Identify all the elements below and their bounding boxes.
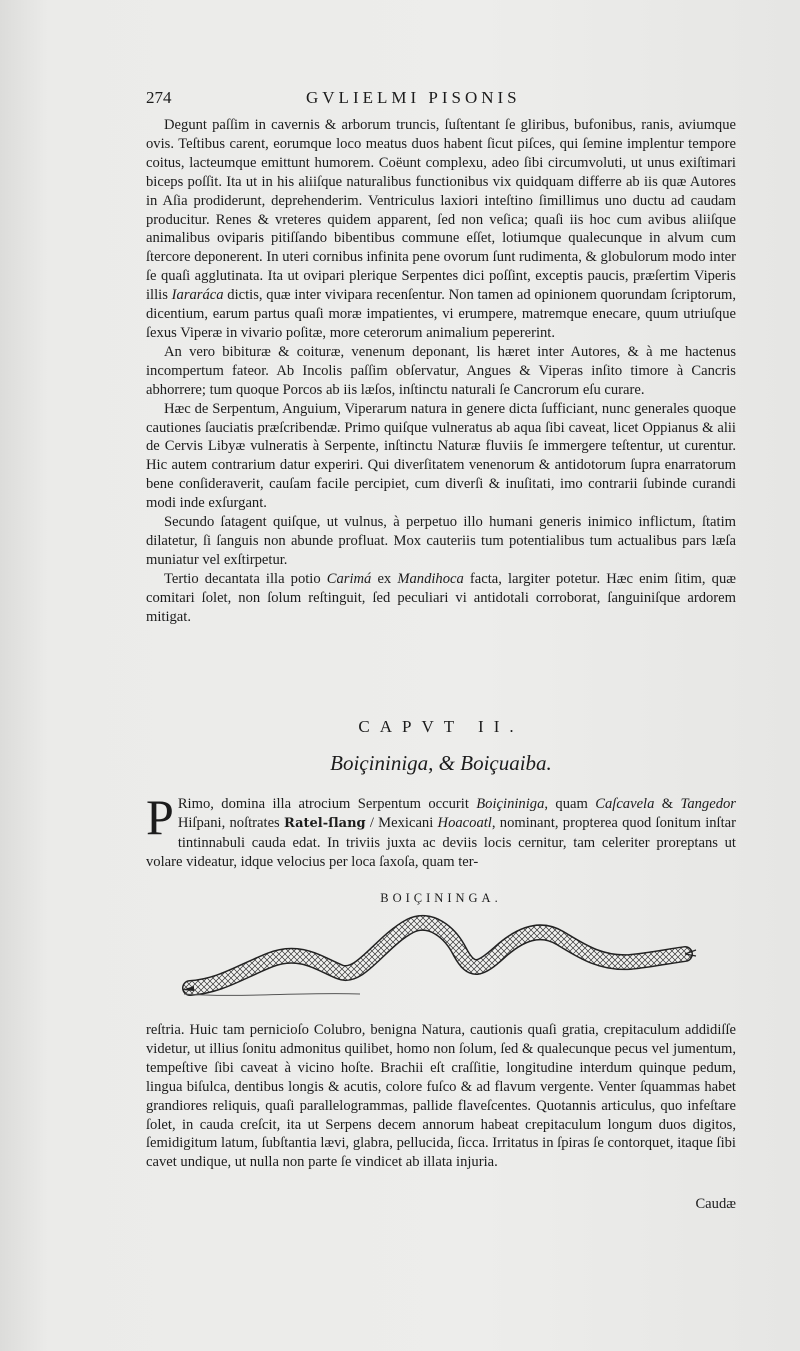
figure-caption: BOIÇININGA.: [380, 891, 502, 905]
paragraph-5: Tertio decantata illa potio Carimá ex Mandihoca facta, largiter potetur. Hæc enim ſitim, quæ comitari ſolet, non ſolum reſtinguit, ſed peculiari vi antidotali corroborat, ſanguiniſque ardorem mitigat.: [146, 570, 736, 625]
body-text-bottom: [146, 1021, 736, 1172]
paragraph-after-figure: reſtria. Huic tam pernicioſo Colubro, benigna Natura, cautionis quaſi gratia, crepitaculum addidiſſe videtur, ut illius ſonitu admonitus quilibet, homo non ſolum, ſed & qualecunque pecus vel jumentum, tempeſtive ſibi caveat à vicino hoſte. Brachii eſt craſſitie, longitudine interdum quinque pedum, lingua biſulca, dentibus longis & acutis, colore fuſco & ad flavum vergente. Venter ſquammas habet grandiores reliquis, quaſi parallelogrammas, pallide flaveſcentes. Quotannis articulus, quo infeſtare ſolet, in cauda creſcit, ita ut Serpens decem annorum habeat crepitaculum longum duos digitos, ſemidigitum latum, ſubſtantia lævi, glabra, pellucida, ſicca. Irritatus in ſpiras ſe contorquet, itaque ſibi cavet undique, ut nulla non parte ſe vindicet ab illata injuria.: [146, 1022, 736, 1171]
chapter-intro: P Rimo, domina illa atrocium Serpentum occurit Boiçininiga, quam Caſcavela & Tangedor Hiſpani, noſtrates Ratel-ſlang / Mexicani Hoacoatl, nominant, propterea quod ſonitum inſtar tintinnabuli cauda edat. In triviis juxta ac deviis locis cernitur, tam celeriter proreptans ut volare videatur, idque velocius per loca ſaxoſa, quam ter-: [146, 789, 736, 870]
catchword: Caudæ: [695, 1196, 736, 1212]
running-head: GVLIELMI PISONIS: [306, 88, 521, 107]
chapter-subtitle: Boiçininiga, & Boiçuaiba.: [330, 751, 552, 775]
paragraph-3: Hæc de Serpentum, Anguium, Viperarum natura in genere dicta ſufficiant, nunc generales quoque cautiones ſauciatis præſcribendæ. Primo quiſque vulneratus ab aqua ſibi caveat, licet Oppianus & alii de Cervis Libyæ vulneratis à Serpente, inſtinctu Naturæ fluviis ſe immergere teſtentur, ut curentur. Hic autem contrarium datur experiri. Qui diverſitatem venenorum & antidotorum ſupra enarratorum bene conſideraverit, cauſam facile percipiet, cum diverſi & inuſitati, imo contrarii ſubinde curandi modi inde exſurgant.: [146, 400, 736, 512]
paragraph-2: An vero bibituræ & coituræ, venenum deponant, lis hæret inter Autores, & à me hactenus incompertum fateor. Ab Incolis paſſim obſervatur, Angues & Viperas inſito timore à Cancris abhorrere; tum quoque Porcos ab iis læſos, inſtinctu naturali ſe Cancrorum eſu curare.: [146, 343, 736, 398]
blackletter-word: Ratel-ſlang: [283, 815, 366, 831]
paragraph-1: Degunt paſſim in cavernis & arborum truncis, ſuſtentant ſe gliribus, bufonibus, ranis, aviumque ovis. Teſtibus carent, eorumque loco meatus duos habent ſicut piſces, qui ſemine implentur tempore coitus, lacteumque emittunt humorem. Coëunt complexu, adeo ſibi circumvoluti, ut unus exiſtimari biceps poſſit. Ita ut in his aliiſque naturalibus functionibus vix quidquam differre ab iis quæ Autores in Aſia prodiderunt, deprehenderim. Ventriculus laxiori inteſtino ſimillimus uno ductu ad caudam producitur. Renes & vreteres quidem apparent, ſed non veſica; quaſi iis hoc cum avibus aliiſque animalibus oviparis pitiſſando bibentibus commune eſſet, lotiumque qualecunque in alvum cum ſtercore deponerent. In uteri cornibus infinita pene ovorum ſunt rudimenta, & globulorum modo inter ſe quaſi agglutinata. Ita ut ovipari plerique Serpentes dici poſſint, exceptis paucis, præſertim Viperis illis Iararáca dictis, quæ inter vivipara recenſentur. Non tamen ad opinionem quorundam ſcriptorum, dicentium, earum partus quaſi moræ impatientes, vi erumpere, matremque enecare, quum utriuſque ſexus Viperæ in vivario poſitæ, more ceterorum animalium pepererint.: [146, 117, 736, 341]
chapter-heading: CAPVT II.: [358, 717, 524, 736]
body-text-top: [146, 116, 736, 626]
page-number: 274: [146, 88, 172, 107]
drop-cap: P: [146, 789, 174, 845]
rattlesnake-woodcut-icon: [180, 912, 700, 1002]
paragraph-4: Secundo ſatagent quiſque, ut vulnus, à perpetuo illo humani generis inimico inflictum, ſtatim dilatetur, ſi ſanguis non abunde profluat. Mox cauteriis tum potentialibus tum actualibus pars læſa muniatur vel exſtirpetur.: [146, 514, 736, 568]
page-header: [146, 88, 736, 112]
